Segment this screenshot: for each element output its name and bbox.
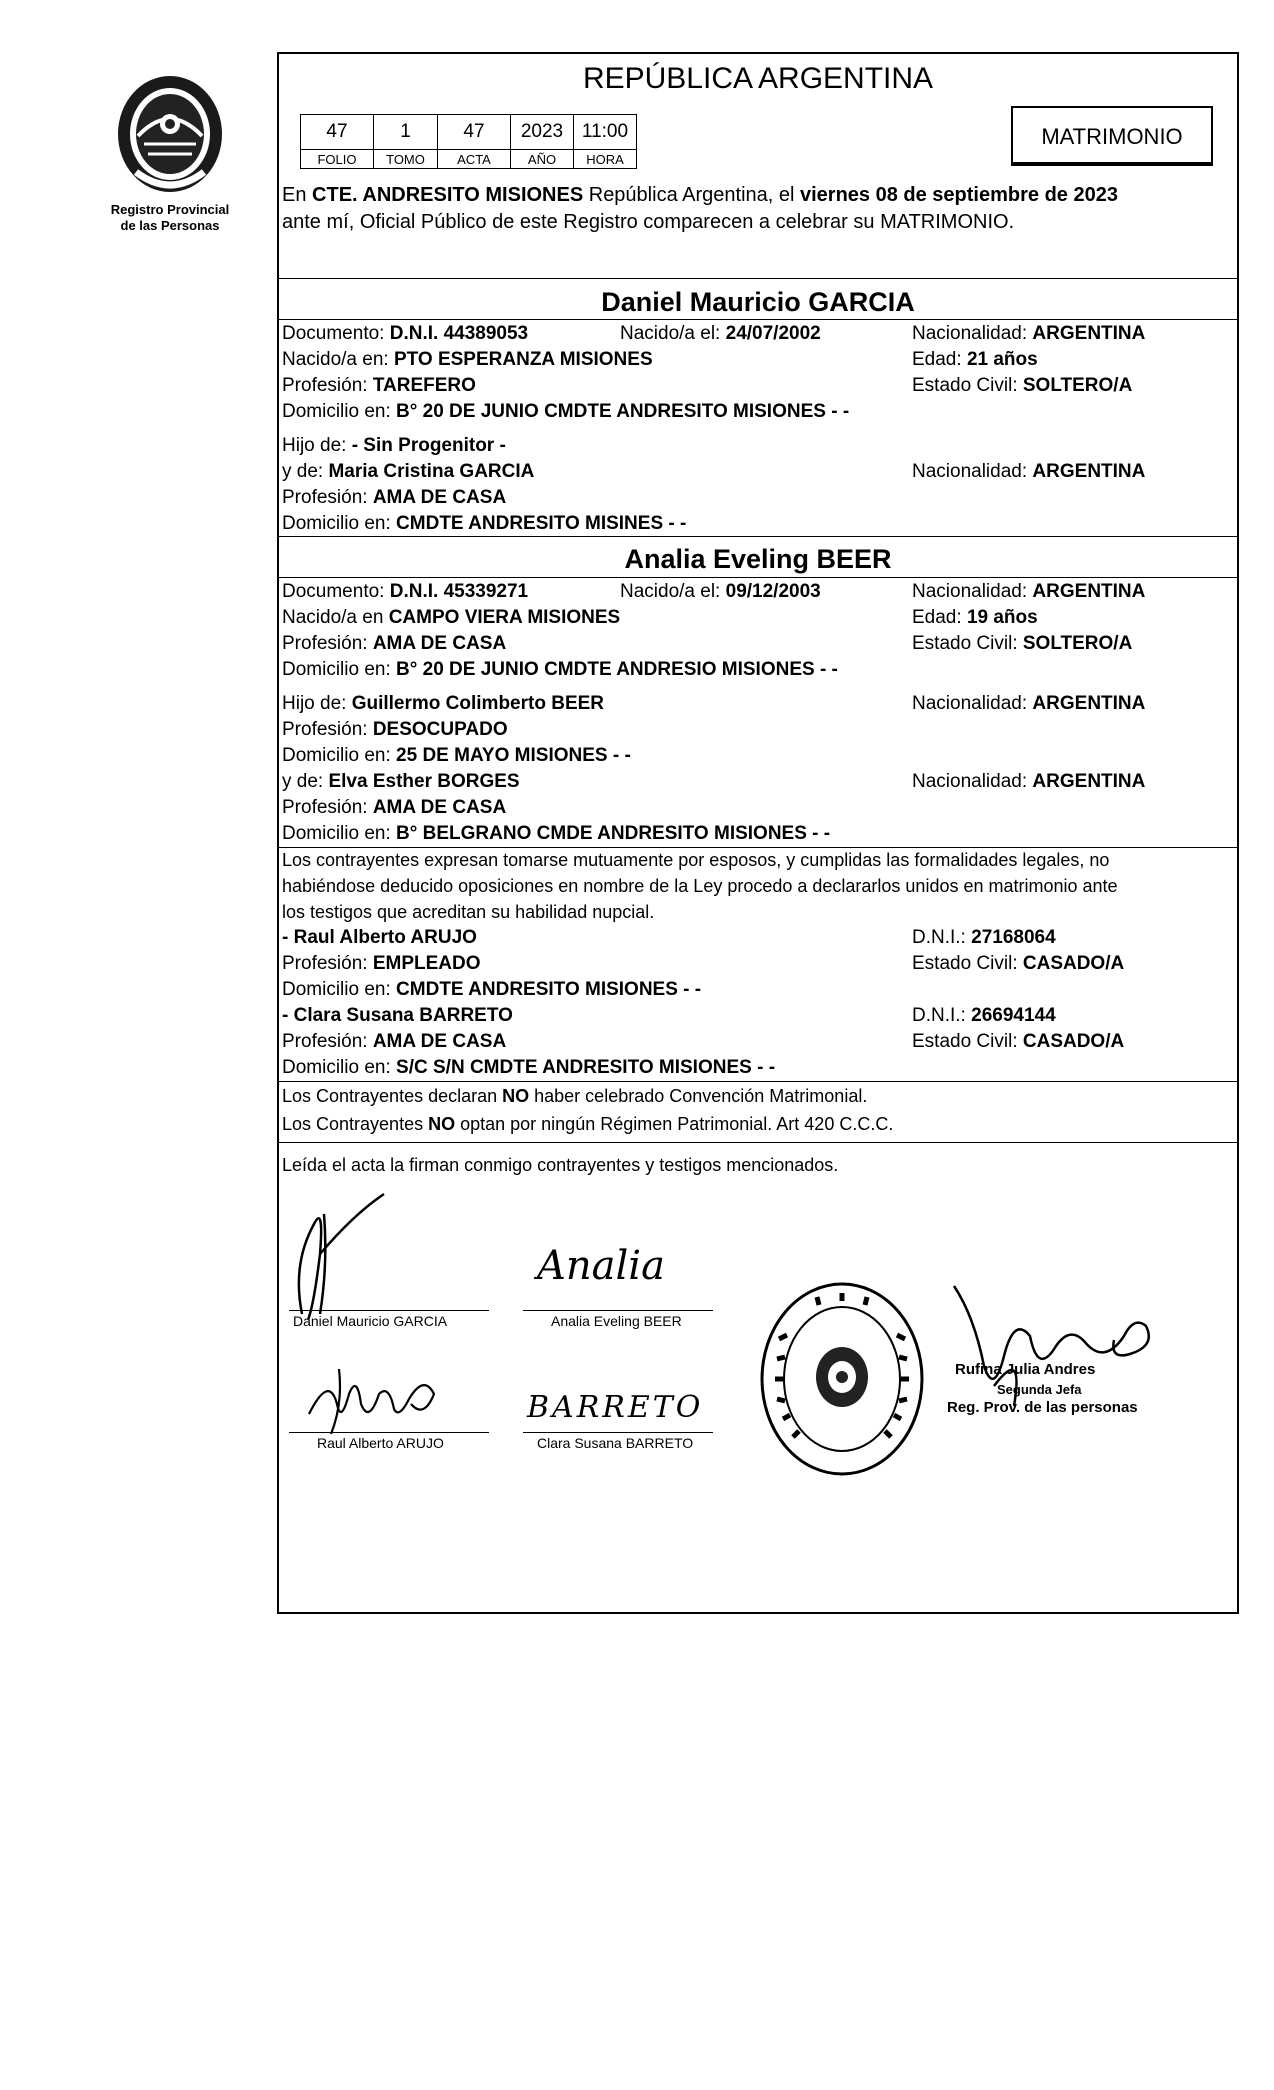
logo-caption-line1: Registro Provincial <box>110 202 230 217</box>
witness2-signature-line <box>523 1432 713 1433</box>
witness2-dni: D.N.I.: 26694144 <box>912 1005 1056 1026</box>
groom-signature-line <box>289 1310 489 1311</box>
divider <box>279 1142 1237 1143</box>
declaration-line1: Los contrayentes expresan tomarse mutuamente por esposos, y cumplidas las formalidades legales, no <box>282 850 1110 870</box>
official-name: Rufina Julia Andres <box>955 1361 1096 1378</box>
bride-birthplace: Nacido/a en CAMPO VIERA MISIONES <box>282 607 621 628</box>
groom-signature-icon <box>284 1184 404 1334</box>
groom-age: Edad: 21 años <box>912 349 1038 370</box>
bride-signature-caption: Analia Eveling BEER <box>551 1313 682 1329</box>
bride-nationality: Nacionalidad: ARGENTINA <box>912 581 1146 602</box>
convention-line1: Los Contrayentes declaran NO haber celebrado Convención Matrimonial. <box>282 1086 868 1106</box>
bride-father-address: Domicilio en: 25 DE MAYO MISIONES - - <box>282 745 631 766</box>
year-value: 2023 <box>511 115 574 150</box>
witness1-civil-status: Estado Civil: CASADO/A <box>912 953 1125 974</box>
signature-intro: Leída el acta la firman conmigo contrayentes y testigos mencionados. <box>282 1155 839 1175</box>
tomo-value: 1 <box>374 115 438 150</box>
witness2-signature-caption: Clara Susana BARRETO <box>537 1435 694 1451</box>
intro-line1: En CTE. ANDRESITO MISIONES República Argentina, el viernes 08 de septiembre de 2023 <box>282 184 1118 206</box>
divider <box>279 847 1237 848</box>
intro-line2: ante mí, Oficial Público de este Registro comparecen a celebrar su MATRIMONIO. <box>282 211 1015 233</box>
bride-mother-nationality: Nacionalidad: ARGENTINA <box>912 771 1146 792</box>
bride-name: Analia Eveling BEER <box>624 544 892 574</box>
groom-signature-caption: Daniel Mauricio GARCIA <box>293 1313 448 1329</box>
divider <box>279 536 1237 537</box>
witness1-signature-caption: Raul Alberto ARUJO <box>317 1435 444 1451</box>
witness2-profession: Profesión: AMA DE CASA <box>282 1031 507 1052</box>
bride-father-nationality: Nacionalidad: ARGENTINA <box>912 693 1146 714</box>
bride-age: Edad: 19 años <box>912 607 1038 628</box>
act-type-underline <box>1011 164 1213 166</box>
logo-caption-line2: de las Personas <box>120 218 220 233</box>
certificate-frame <box>277 52 1239 1614</box>
bride-address: Domicilio en: B° 20 DE JUNIO CMDTE ANDRESIO MISIONES - - <box>282 659 838 680</box>
witness2-name: - Clara Susana BARRETO <box>282 1005 513 1026</box>
hour-label: HORA <box>574 150 637 169</box>
witness1-signature-line <box>289 1432 489 1433</box>
witness2-civil-status: Estado Civil: CASADO/A <box>912 1031 1125 1052</box>
witness1-signature-icon <box>299 1364 479 1439</box>
groom-mother-profession: Profesión: AMA DE CASA <box>282 487 507 508</box>
acta-value: 47 <box>438 115 511 150</box>
provincial-seal-icon <box>114 72 226 202</box>
groom-address: Domicilio en: B° 20 DE JUNIO CMDTE ANDRESITO MISIONES - - <box>282 401 850 422</box>
official-title: Segunda Jefa <box>997 1382 1082 1397</box>
official-stamp-icon <box>757 1279 927 1479</box>
witness2-signature: BARRETO <box>527 1390 704 1425</box>
tomo-label: TOMO <box>374 150 438 169</box>
groom-birthdate: Nacido/a el: 24/07/2002 <box>620 323 821 344</box>
year-label: AÑO <box>511 150 574 169</box>
bride-mother-profession: Profesión: AMA DE CASA <box>282 797 507 818</box>
bride-profession: Profesión: AMA DE CASA <box>282 633 507 654</box>
groom-mother: y de: Maria Cristina GARCIA <box>282 461 535 482</box>
folio-value: 47 <box>301 115 374 150</box>
witness2-address: Domicilio en: S/C S/N CMDTE ANDRESITO MISIONES - - <box>282 1057 776 1078</box>
groom-document: Documento: D.N.I. 44389053 <box>282 323 529 344</box>
witness1-address: Domicilio en: CMDTE ANDRESITO MISIONES - - <box>282 979 702 1000</box>
witness1-profession: Profesión: EMPLEADO <box>282 953 481 974</box>
witness1-name: - Raul Alberto ARUJO <box>282 927 477 948</box>
bride-document: Documento: D.N.I. 45339271 <box>282 581 529 602</box>
divider <box>279 319 1237 320</box>
groom-birthplace: Nacido/a en: PTO ESPERANZA MISIONES <box>282 349 653 370</box>
convention-line2: Los Contrayentes NO optan por ningún Régimen Patrimonial. Art 420 C.C.C. <box>282 1114 894 1134</box>
folio-label: FOLIO <box>301 150 374 169</box>
groom-mother-nationality: Nacionalidad: ARGENTINA <box>912 461 1146 482</box>
groom-profession: Profesión: TAREFERO <box>282 375 476 396</box>
official-office: Reg. Prov. de las personas <box>947 1399 1138 1416</box>
witness1-dni: D.N.I.: 27168064 <box>912 927 1056 948</box>
bride-signature-line <box>523 1310 713 1311</box>
declaration-line3: los testigos que acreditan su habilidad nupcial. <box>282 902 655 922</box>
registry-logo <box>100 72 240 234</box>
groom-name: Daniel Mauricio GARCIA <box>601 287 915 317</box>
groom-civil-status: Estado Civil: SOLTERO/A <box>912 375 1133 396</box>
groom-mother-address: Domicilio en: CMDTE ANDRESITO MISINES - - <box>282 513 687 534</box>
divider <box>279 278 1237 279</box>
declaration-line2: habiéndose deducido oposiciones en nombre de la Ley procedo a declararlos unidos en matrimonio ante <box>282 876 1118 896</box>
registry-table <box>300 114 637 169</box>
hour-value: 11:00 <box>574 115 637 150</box>
bride-mother: y de: Elva Esther BORGES <box>282 771 520 792</box>
bride-mother-address: Domicilio en: B° BELGRANO CMDE ANDRESITO MISIONES - - <box>282 823 831 844</box>
groom-father: Hijo de: - Sin Progenitor - <box>282 435 506 456</box>
groom-nationality: Nacionalidad: ARGENTINA <box>912 323 1146 344</box>
bride-father-profession: Profesión: DESOCUPADO <box>282 719 508 740</box>
bride-birthdate: Nacido/a el: 09/12/2003 <box>620 581 821 602</box>
act-type-box: MATRIMONIO <box>1011 106 1213 164</box>
bride-civil-status: Estado Civil: SOLTERO/A <box>912 633 1133 654</box>
divider <box>279 577 1237 578</box>
divider <box>279 1081 1237 1082</box>
bride-father: Hijo de: Guillermo Colimberto BEER <box>282 693 605 714</box>
page-title: REPÚBLICA ARGENTINA <box>582 62 934 95</box>
bride-signature: Analia <box>537 1243 665 1289</box>
acta-label: ACTA <box>438 150 511 169</box>
